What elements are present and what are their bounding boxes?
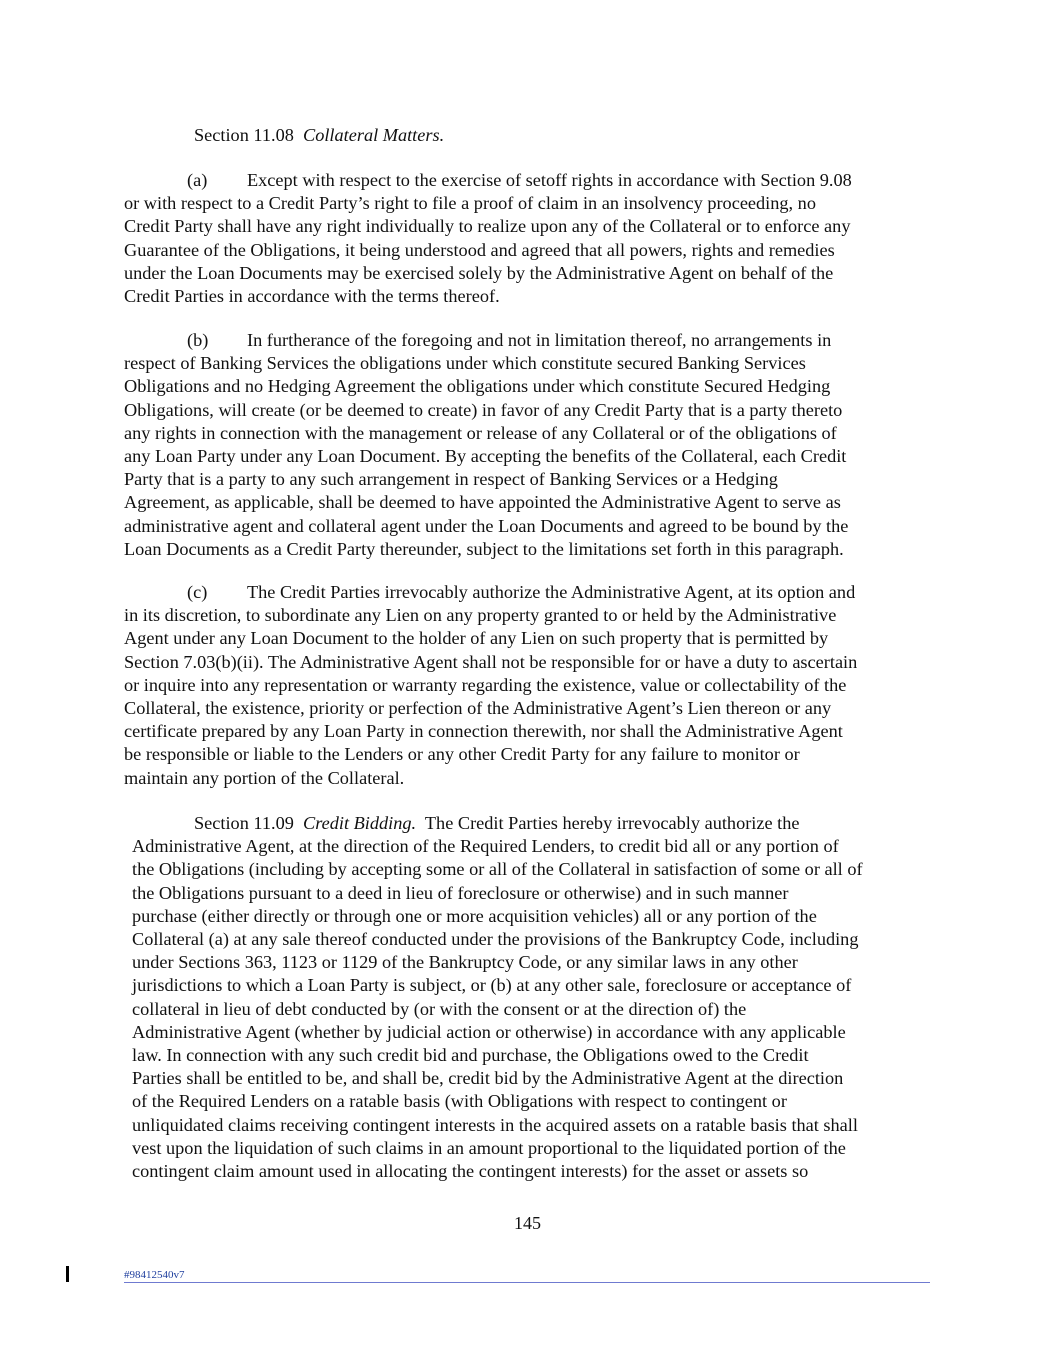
section-11-09 (132, 812, 863, 1183)
paragraph-c-line: certificate prepared by any Loan Party in connection therewith, nor shall the Administrative Agent (124, 721, 843, 742)
section-11-09-line: unliquidated claims receiving contingent interests in the acquired assets on a ratable basis that shall (132, 1114, 858, 1135)
page-number: 145 (514, 1213, 541, 1233)
paragraph-a-line: Credit Party shall have any right individually to realize upon any of the Collateral or to enforce any (124, 216, 851, 237)
section-11-09-title: Credit Bidding. (303, 813, 417, 833)
paragraph-a-line: under the Loan Documents may be exercised solely by the Administrative Agent on behalf of the (124, 262, 834, 283)
section-11-09-line: Parties shall be entitled to be, and shall be, credit bid by the Administrative Agent at the direction (132, 1068, 844, 1089)
paragraph-b-line: any rights in connection with the management or release of any Collateral or of the obligations of (124, 422, 837, 443)
paragraph-b-line: Party that is a party to any such arrangement in respect of Banking Services or a Hedging (124, 469, 778, 490)
section-11-09-line: vest upon the liquidation of such claims in an amount proportional to the liquidated portion of the (132, 1137, 846, 1158)
section-11-09-line: jurisdictions to which a Loan Party is subject, or (b) at any other sale, foreclosure or acceptance of (132, 975, 852, 996)
section-11-08-title: Collateral Matters. (303, 125, 445, 145)
document-id: #98412540v7 (124, 1269, 185, 1281)
section-11-09-line: collateral in lieu of debt conducted by (or with the consent or at the direction of) the (132, 998, 747, 1019)
section-11-09-line: Administrative Agent (whether by judicial action or otherwise) in accordance with any applicable (132, 1021, 846, 1042)
paragraph-a-line: Credit Parties in accordance with the terms thereof. (124, 286, 500, 307)
paragraph-b-line: Loan Documents as a Credit Party thereunder, subject to the limitations set forth in this paragraph. (124, 538, 844, 559)
paragraph-b-line: Obligations, will create (or be deemed to create) in favor of any Credit Party that is a party thereto (124, 399, 843, 420)
section-11-09-line: of the Required Lenders on a ratable basis (with Obligations with respect to contingent or (132, 1091, 787, 1112)
paragraph-c-line: maintain any portion of the Collateral. (124, 767, 405, 788)
section-11-09-line: under Sections 363, 1123 or 1129 of the Bankruptcy Code, or any similar laws in any other (132, 952, 798, 973)
paragraph-b-first-line: (b) In furtherance of the foregoing and not in limitation thereof, no arrangements in (124, 329, 848, 352)
paragraph-a-first-line: (a) Except with respect to the exercise of setoff rights in accordance with Section 9.08 (124, 169, 852, 192)
paragraph-b-line: Agreement, as applicable, shall be deemed to have appointed the Administrative Agent to serve as (124, 492, 841, 513)
paragraph-c-line: Agent under any Loan Document to the holder of any Lien on such property that is permitted by (124, 628, 829, 649)
paragraph-c-line: in its discretion, to subordinate any Lien on any property granted to or held by the Administrative (124, 605, 837, 626)
section-11-09-line: purchase (either directly or through one or more acquisition vehicles) all or any portion of the (132, 905, 817, 926)
section-11-09-line: Collateral (a) at any sale thereof conducted under the provisions of the Bankruptcy Code, including (132, 929, 859, 950)
section-11-09-first-line: Section 11.09 Credit Bidding. The Credit Parties hereby irrevocably authorize the (194, 813, 800, 833)
paragraph-c-line: Section 7.03(b)(ii). The Administrative Agent shall not be responsible for or have a duty to ascertain (124, 651, 858, 672)
section-11-09-line: law. In connection with any such credit bid and purchase, the Obligations owed to the Credit (132, 1045, 809, 1066)
paragraph-b (124, 329, 848, 561)
paragraph-c (124, 581, 857, 790)
paragraph-a-line: Guarantee of the Obligations, it being understood and agreed that all powers, rights and remedies (124, 239, 835, 260)
paragraph-b-line: Obligations and no Hedging Agreement the obligations under which constitute Secured Hedging (124, 376, 831, 397)
paragraph-a-line: or with respect to a Credit Party’s right to file a proof of claim in an insolvency proceeding, no (124, 193, 816, 214)
paragraph-b-line: administrative agent and collateral agent under the Loan Documents and agreed to be bound by the (124, 515, 849, 536)
section-11-08-number: Section 11.08 (194, 125, 294, 145)
change-bar (66, 1266, 69, 1282)
section-11-09-line: Administrative Agent, at the direction of the Required Lenders, to credit bid all or any portion of (132, 836, 839, 857)
section-11-09-line: contingent claim amount used in allocating the contingent interests) for the asset or assets so (132, 1161, 809, 1182)
paragraph-c-line: or inquire into any representation or warranty regarding the existence, value or collectability of the (124, 674, 847, 695)
section-11-09-number: Section 11.09 (194, 813, 294, 833)
section-11-09-line: the Obligations (including by accepting some or all of the Collateral in satisfaction of some or all of (132, 859, 863, 880)
paragraph-c-line: Collateral, the existence, priority or perfection of the Administrative Agent’s Lien thereon or any (124, 698, 832, 719)
paragraph-b-marker: (b) (187, 330, 209, 350)
paragraph-c-line: be responsible or liable to the Lenders or any other Credit Party for any failure to monitor or (124, 744, 800, 765)
section-11-08-heading (194, 124, 444, 147)
section-11-09-line: the Obligations pursuant to a deed in lieu of foreclosure or otherwise) and in such manner (132, 882, 789, 903)
paragraph-b-line: respect of Banking Services the obligations under which constitute secured Banking Services (124, 353, 806, 374)
paragraph-b-line: any Loan Party under any Loan Document. By accepting the benefits of the Collateral, each Credit (124, 446, 847, 467)
footer-rule (124, 1282, 930, 1283)
paragraph-a (124, 169, 852, 308)
paragraph-c-first-line: (c) The Credit Parties irrevocably authorize the Administrative Agent, at its option and (124, 581, 857, 604)
paragraph-a-marker: (a) (187, 170, 208, 190)
paragraph-c-marker: (c) (187, 582, 208, 602)
